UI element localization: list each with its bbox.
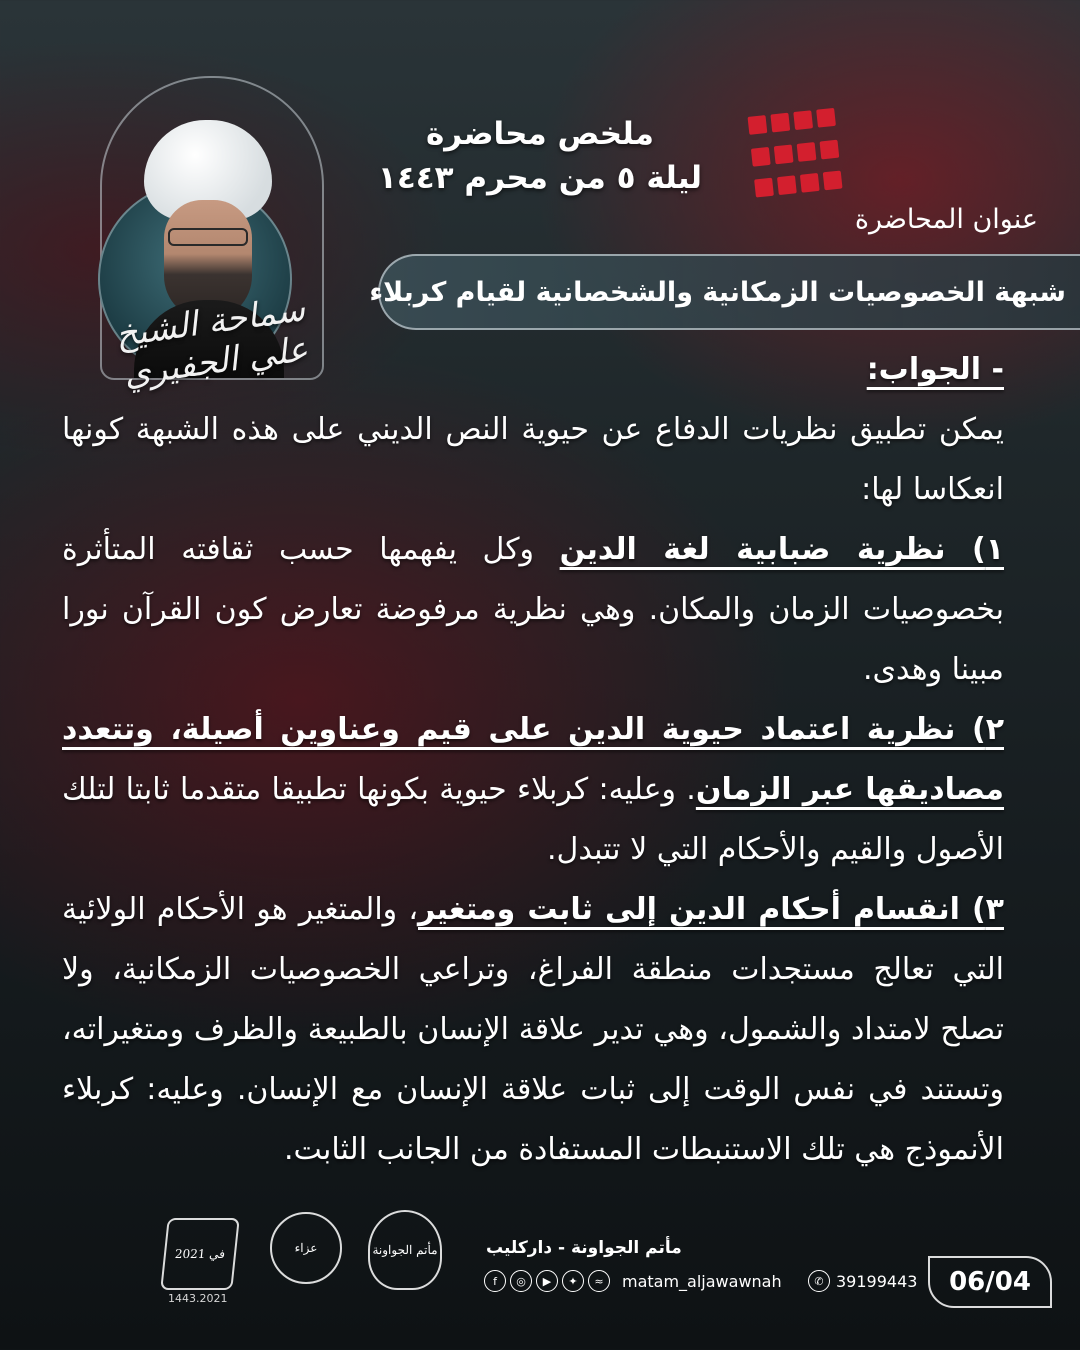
lecture-body <box>62 340 1004 1180</box>
point-3 <box>62 880 1004 1180</box>
emblem-cell <box>793 110 813 130</box>
point-3-heading: ٣) انقسام أحكام الدين إلى ثابت ومتغير <box>418 892 1004 927</box>
point-1 <box>62 520 1004 700</box>
emblem-cell <box>774 144 794 164</box>
answer-heading: - الجواب: <box>866 352 1004 387</box>
logo-1443-text: في 2021 <box>174 1247 226 1261</box>
social-handle[interactable]: matam_aljawawnah <box>622 1271 782 1291</box>
point-1-heading: ١) نظرية ضبابية لغة الدين <box>559 532 1004 567</box>
youtube-icon[interactable]: ▶ <box>536 1270 558 1292</box>
phone-number[interactable]: 39199443 <box>836 1271 918 1291</box>
red-grid-emblem <box>748 108 847 207</box>
page-number-badge <box>928 1256 1052 1308</box>
point-2-heading: ٢) نظرية اعتماد حيوية الدين على قيم وعناوين أصيلة، وتتعدد مصاديقها عبر الزمان <box>62 712 1005 807</box>
page-number: 06/04 <box>949 1267 1031 1297</box>
logo-azaa-text: عزاء <box>294 1241 318 1255</box>
glasses-shape <box>168 228 248 246</box>
logo-1443 <box>160 1218 240 1290</box>
point-1-text: وكل يفهمها حسب ثقافته المتأثرة بخصوصيات الزمان والمكان. وهي نظرية مرفوضة تعارض كون القرآن نورا مبينا وهدى. <box>62 532 1004 687</box>
point-3-text: ، والمتغير هو الأحكام الولائية التي تعالج مستجدات منطقة الفراغ، وتراعي الخصوصيات الزمكانية، ولا تصلح لامتداد والشمول، وهي تدير علاقة الإنسان بالطبيعة والظرف ومتغيراته، وتستند في نفس الوقت إلى ثبات علاقة الإنسان مع الإنسان. وعليه: كربلاء الأنموذج هي تلك الاستنبطات المستفادة من الجانب الثابت. <box>62 892 1004 1167</box>
facebook-icon[interactable]: f <box>484 1270 506 1292</box>
org-name: مأتم الجواونة - داركليب <box>486 1238 682 1258</box>
lecture-title-banner <box>369 254 1080 330</box>
twitter-icon[interactable]: ✦ <box>562 1270 584 1292</box>
title-line-2: ليلة ٥ من محرم ١٤٤٣ <box>377 160 703 196</box>
logo-1443-caption: 1443.2021 <box>168 1292 228 1305</box>
lecture-label: عنوان المحاضرة <box>854 204 1038 235</box>
emblem-cell <box>754 178 774 198</box>
social-links <box>484 1270 782 1292</box>
lecture-title: شبهة الخصوصيات الزمكانية والشخصانية لقيام كربلاء <box>369 276 1066 308</box>
page-title <box>370 112 710 200</box>
soundcloud-icon[interactable]: ≈ <box>588 1270 610 1292</box>
instagram-icon[interactable]: ◎ <box>510 1270 532 1292</box>
point-2-text: . وعليه: كربلاء حيوية بكونها تطبيقا متقدما ثابتا لتلك الأصول والقيم والأحكام التي لا تتبدل. <box>62 772 1004 867</box>
title-line-1: ملخص محاضرة <box>426 116 654 152</box>
phone-contact <box>808 1270 917 1292</box>
emblem-cell <box>797 142 817 162</box>
emblem-cell <box>777 176 797 196</box>
emblem-cell <box>748 115 768 135</box>
logo-matam <box>368 1210 442 1290</box>
intro-paragraph: يمكن تطبيق نظريات الدفاع عن حيوية النص الديني على هذه الشبهة كونها انعكاسا لها: <box>62 412 1004 507</box>
emblem-cell <box>751 147 771 167</box>
speaker-signature: سماحة الشيخ علي الجفيري <box>112 289 311 395</box>
whatsapp-icon[interactable]: ✆ <box>808 1270 830 1292</box>
emblem-cell <box>816 108 836 128</box>
logo-matam-text: مأتم الجواونة <box>372 1243 438 1257</box>
emblem-cell <box>823 171 843 191</box>
emblem-cell <box>819 139 839 159</box>
emblem-cell <box>770 113 790 133</box>
point-2 <box>62 700 1004 880</box>
emblem-cell <box>800 173 820 193</box>
logo-azaa <box>270 1212 342 1284</box>
